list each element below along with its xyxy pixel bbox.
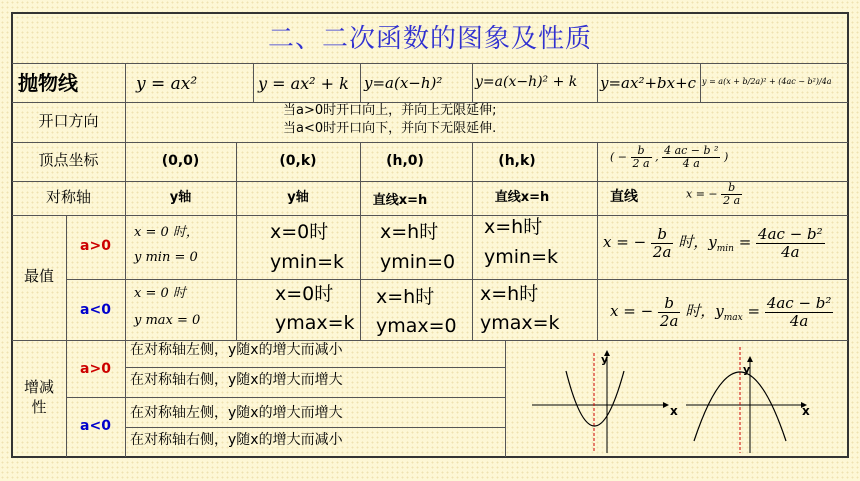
axis-4: 直线x=h [494, 190, 550, 205]
y-label-2: y [743, 363, 751, 376]
row-divider [125, 367, 505, 368]
col-divider [472, 63, 473, 103]
axis-1: y轴 [169, 190, 192, 205]
formula-3: y=a(x−h)² [364, 74, 443, 92]
col-divider [472, 142, 473, 340]
formula-6: y = a(x + b/2a)² + (4ac − b²)/4a [702, 77, 832, 86]
axis-2: y轴 [287, 190, 309, 205]
ext-pos-c2-l1: x=0时 [270, 221, 329, 243]
row-divider [125, 427, 505, 428]
ext-neg-c2-l2: ymax=k [275, 312, 355, 334]
page-title: 二、二次函数的图象及性质 [267, 24, 592, 54]
y-label-1: y [601, 353, 609, 366]
mono-neg-right: 在对称轴右侧，y随x的增大而减小 [130, 432, 343, 448]
x-label-2: x [802, 404, 810, 418]
opening-line-2: 当a<0时开口向下，并向下无限延伸. [283, 121, 497, 136]
extreme-label: 最值 [23, 267, 54, 285]
col-divider [360, 142, 361, 340]
row-divider [12, 63, 848, 64]
ext-pos-c4-l2: ymin=k [484, 246, 558, 268]
ext-neg-c2-l1: x=0时 [275, 283, 334, 305]
vertex-2: (0,k) [279, 153, 317, 169]
monotonic-label-1: 增减 [23, 378, 54, 396]
formula-1: y = ax² [136, 74, 198, 94]
mono-pos-right: 在对称轴右侧，y随x的增大而增大 [130, 372, 343, 388]
ext-neg-c1-l1: x = 0 时 [134, 286, 186, 301]
col-divider [360, 63, 361, 103]
row-divider [12, 215, 848, 216]
mono-pos-left: 在对称轴左侧，y随x的增大而减小 [130, 342, 343, 358]
axis-5-eq: x = − $\frac{b}{2 a}$ [686, 181, 741, 208]
mono-sign-positive: a>0 [80, 361, 111, 377]
vertex-1: (0,0) [161, 153, 200, 169]
opening-line-1: 当a>0时开口向上，并向上无限延伸; [283, 103, 497, 118]
col-divider [125, 63, 126, 457]
ext-neg-c3-l2: ymax=0 [376, 315, 457, 337]
col-divider [597, 63, 598, 103]
ext-pos-c2-l2: ymin=k [270, 251, 344, 273]
mono-sign-negative: a<0 [80, 418, 111, 434]
formula-4: y=a(x−h)² + k [475, 74, 578, 90]
axis-5-word: 直线 [610, 189, 638, 205]
ext-neg-c4-l1: x=h时 [480, 283, 539, 305]
mono-neg-left: 在对称轴左侧，y随x的增大而增大 [130, 405, 343, 421]
sign-negative: a<0 [80, 302, 111, 318]
col-divider [597, 142, 598, 340]
parabola-graphs [506, 341, 848, 457]
axis-label: 对称轴 [45, 188, 91, 206]
row-divider [66, 279, 848, 280]
ext-neg-c1-l2: y max = 0 [134, 313, 201, 328]
row-divider [12, 142, 848, 143]
formula-2: y = ax² + k [258, 74, 349, 93]
ext-pos-c1-l1: x = 0 时， [134, 225, 199, 240]
ext-neg-c5: x = − $\frac{b}{2a}$ 时，$y_{max}$ = $\frac{\text{4ac − b²}}{4a}$ [610, 294, 832, 330]
ext-pos-c3-l2: ymin=0 [380, 251, 456, 273]
col-divider [236, 142, 237, 340]
opening-label: 开口方向 [38, 112, 99, 130]
ext-pos-c1-l2: y min = 0 [134, 250, 198, 265]
ext-pos-c3-l1: x=h时 [380, 221, 439, 243]
col-divider [253, 63, 254, 103]
parabola-up [566, 371, 624, 426]
ext-pos-c4-l1: x=h时 [484, 216, 543, 238]
monotonic-label-2: 性 [31, 398, 47, 416]
vertex-3: (h,0) [386, 153, 424, 169]
x-label-1: x [670, 404, 678, 418]
parabola-label: 抛物线 [18, 71, 78, 95]
sign-positive: a>0 [80, 238, 111, 254]
vertex-label: 顶点坐标 [38, 151, 99, 169]
formula-5: y=ax²+bx+c [600, 74, 697, 92]
vertex-4: (h,k) [498, 153, 536, 169]
axis-3: 直线x=h [372, 193, 428, 208]
vertex-5: ( − $\frac{b}{2 a}$ , $\frac{\text{4 ac − b ²}}{4 a}$ ) [610, 144, 729, 171]
ext-pos-c5: x = − $\frac{b}{2a}$ 时，$y_{min}$ = $\frac{\text{4ac − b²}}{4a}$ [603, 225, 823, 261]
ext-neg-c4-l2: ymax=k [480, 312, 560, 334]
row-divider [66, 397, 505, 398]
col-divider [700, 63, 701, 103]
ext-neg-c3-l1: x=h时 [376, 286, 435, 308]
